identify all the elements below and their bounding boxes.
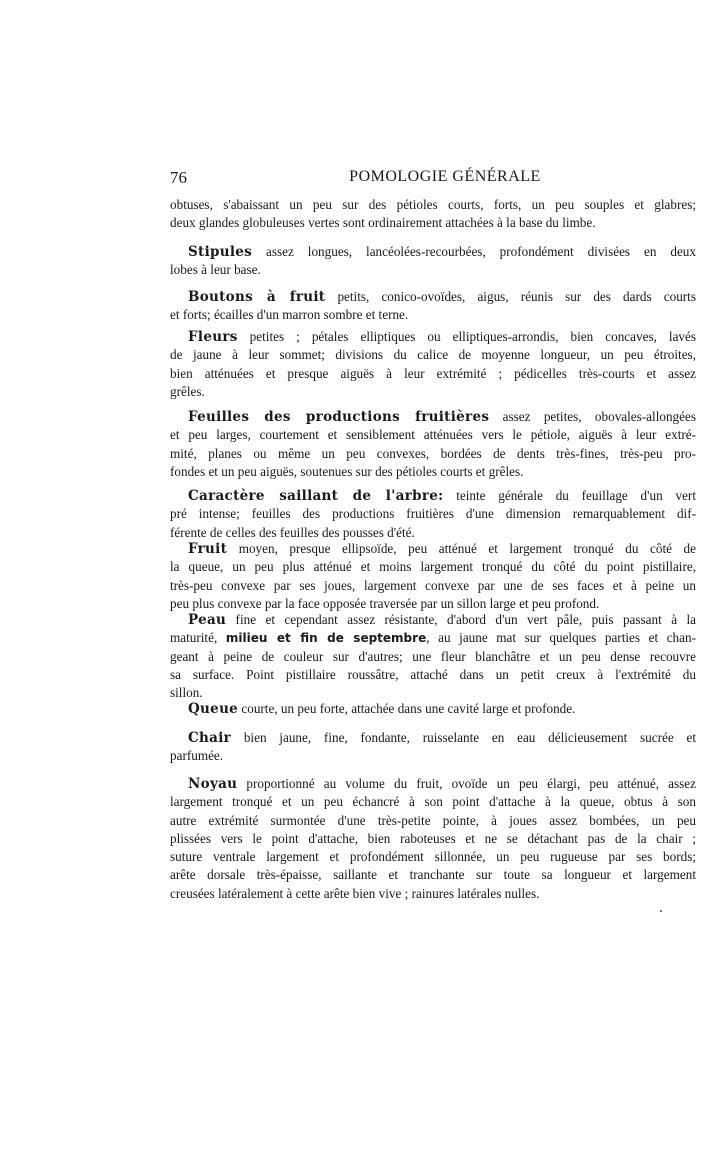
text-line [170, 666, 696, 684]
entry-heading: Noyau [188, 776, 238, 792]
text-line [170, 346, 696, 364]
fleurs-paragraph [170, 328, 696, 401]
body-text-run: très-peu convexe par ses joues, largement convexe par une de ses faces et à peine un [170, 577, 696, 593]
text-line [170, 288, 696, 306]
text-line [170, 196, 696, 214]
body-text-run: mité, planes ou même un peu convexes, bordées de dents très-fines, très-peu pro- [170, 445, 696, 461]
entry-heading: Peau [188, 612, 227, 628]
body-text-run: pré intense; feuilles des productions fruitières d'une dimension remarquablement dif- [170, 506, 696, 522]
body-text-run: et forts; écailles d'un marron sombre et terne. [170, 307, 409, 323]
text-line [170, 611, 696, 629]
body-text-run: , au jaune mat sur quelques parties et chan- [426, 630, 696, 646]
text-line [170, 383, 696, 401]
text-line [170, 648, 696, 666]
text-line [170, 848, 696, 866]
body-text-run: plissées vers le point d'attache, bien raboteuses et ne se détachant pas de la chair ; [170, 830, 696, 846]
entry-heading: Feuilles des productions fruitières [188, 409, 490, 425]
text-line [170, 700, 696, 718]
scan-speck [660, 910, 662, 912]
page-number: 76 [170, 168, 187, 187]
boutons-paragraph [170, 288, 696, 325]
body-text-run: sillon. [170, 685, 203, 701]
text-line [170, 629, 696, 647]
body-text-run: moyen, presque ellipsoïde, peu atténué et largement tronqué du côté de [227, 541, 696, 556]
text-line [170, 830, 696, 848]
entry-heading: Chair [188, 730, 232, 746]
emphasis-text: milieu et fin de septembre [225, 631, 427, 646]
text-line [170, 885, 696, 903]
text-line [170, 261, 696, 279]
body-text-run: largement tronqué et un peu échancré à son point d'attache à la queue, obtus à son [170, 794, 696, 810]
body-text-run: petits, conico-ovoïdes, aigus, réunis sur des dards courts [325, 289, 696, 304]
noyau-paragraph [170, 775, 696, 903]
text-line [170, 408, 696, 426]
entry-heading: Caractère saillant de l'arbre: [188, 488, 444, 504]
text-line [170, 866, 696, 884]
text-line [170, 505, 696, 523]
entry-heading: Stipules [188, 244, 253, 260]
entry-heading: Fleurs [188, 329, 238, 345]
text-line [170, 487, 696, 505]
body-text-run: petites ; pétales elliptiques ou elliptiques-arrondis, bien concaves, lavés [237, 329, 696, 344]
peau-paragraph [170, 611, 696, 702]
text-line [170, 793, 696, 811]
text-line [170, 214, 696, 232]
body-text-run: et peu larges, courtement et sensiblement atténuées vers le pétiole, aiguës à leur extré- [170, 427, 696, 443]
running-title: POMOLOGIE GÉNÉRALE [349, 168, 541, 185]
body-text-run: férente de celles des feuilles des pousses d'été. [170, 524, 415, 540]
text-line [170, 747, 696, 765]
text-line [170, 426, 696, 444]
body-text-run: bien jaune, fine, fondante, ruisselante en eau délicieusement sucrée et [231, 730, 696, 745]
text-line [170, 577, 696, 595]
body-text-run: la queue, un peu plus atténué et moins largement tronqué du côté du point pistillaire, [170, 559, 696, 575]
body-text-run: bien atténuées et presque aiguës à leur extrémité ; pédicelles très-courts et assez [170, 365, 696, 381]
body-text-run: autre extrémité surmontée d'une très-petite pointe, à joues assez bombées, un peu [170, 812, 696, 828]
body-text-run: parfumée. [170, 748, 224, 764]
text-line [170, 243, 696, 261]
text-line [170, 365, 696, 383]
body-text-run: deux glandes globuleuses vertes sont ordinairement attachées à la base du limbe. [170, 215, 596, 231]
body-text-run: peu plus convexe par la face opposée traversée par un sillon large et peu profond. [170, 595, 600, 611]
body-text-run: suture ventrale largement et profondément sillonnée, un peu rugueuse par ses bords; [170, 849, 696, 865]
stipules-paragraph [170, 243, 696, 280]
text-line [170, 306, 696, 324]
body-text-run: geant à peine de couleur sur d'autres; une fleur blanchâtre et un peu dense recouvre [170, 648, 696, 664]
body-text-run: fine et cependant assez résistante, d'abord d'un vert pâle, puis passant à la [226, 612, 696, 627]
body-text-run: obtuses, s'abaissant un peu sur des pétioles courts, forts, un peu souples et glabres; [170, 197, 696, 212]
text-line [170, 463, 696, 481]
body-text-run: assez petites, obovales-allongées [489, 409, 696, 424]
entry-heading: Queue [188, 701, 239, 717]
body-text-run: proportionné au volume du fruit, ovoïde un peu élargi, peu atténué, assez [237, 776, 696, 791]
continued-paragraph [170, 196, 696, 233]
body-text-run: maturité, [170, 630, 226, 646]
fruit-paragraph [170, 540, 696, 613]
caractere-paragraph [170, 487, 696, 542]
text-line [170, 775, 696, 793]
text-line [170, 540, 696, 558]
body-text-run: creusées latéralement à cette arête bien vive ; rainures latérales nulles. [170, 885, 540, 901]
text-line [170, 445, 696, 463]
text-line [170, 328, 696, 346]
body-text-run: sa surface. Point pistillaire roussâtre, attaché dans un petit creux à l'extrémité du [170, 666, 696, 682]
body-text-run: fondes et un peu aiguës, soutenues sur des pétioles courts et grêles. [170, 463, 524, 479]
text-line [170, 729, 696, 747]
body-text-run: teinte générale du feuillage d'un vert [443, 488, 696, 503]
queue-paragraph [170, 700, 696, 718]
entry-heading: Fruit [188, 541, 228, 557]
body-text-run: grêles. [170, 383, 205, 399]
body-text-run: courte, un peu forte, attachée dans une cavité large et profonde. [238, 701, 576, 716]
body-text-run: assez longues, lancéolées-recourbées, profondément divisées en deux [252, 244, 696, 259]
feuilles-paragraph [170, 408, 696, 481]
body-text-run: lobes à leur base. [170, 262, 261, 278]
body-text-run: de jaune à leur sommet; divisions du calice de moyenne longueur, un peu étroites, [170, 347, 696, 363]
entry-heading: Boutons à fruit [188, 289, 326, 305]
body-text-run: arête dorsale très-épaisse, saillante et tranchante sur toute sa longueur et largement [170, 867, 696, 883]
text-line [170, 558, 696, 576]
text-line [170, 812, 696, 830]
chair-paragraph [170, 729, 696, 766]
